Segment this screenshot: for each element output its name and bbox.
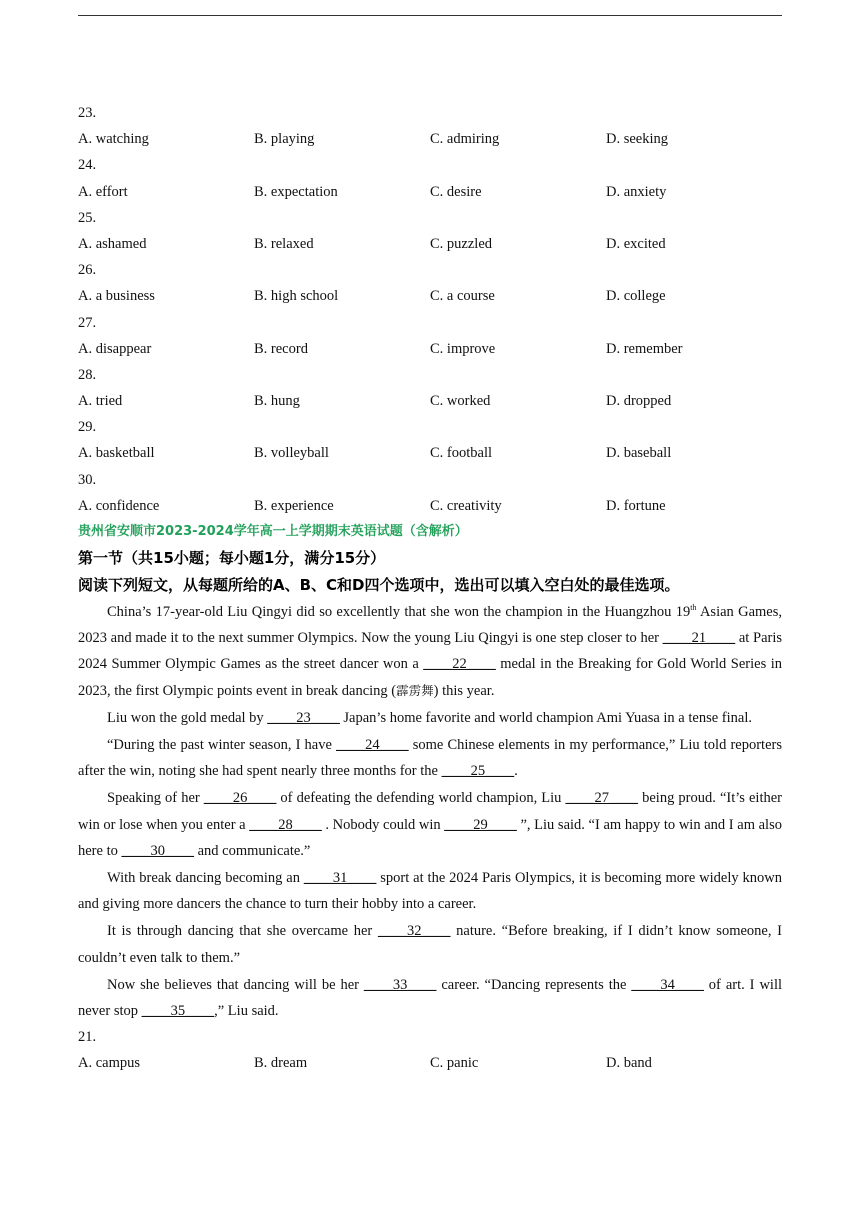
blank-34: ____34____ [631,976,704,993]
blank-35: ____35____ [141,1003,215,1020]
option-a: A. a business [78,288,155,305]
blank-26: ____26____ [203,790,277,807]
option-d: D. fortune [606,497,666,514]
passage-paragraph: With break dancing becoming an ____31____ sport at the 2024 Paris Olympics, it is becoming more widely known and giving more dancers the chance to turn their hobby into a career. [78,870,782,913]
option-b: B. expectation [254,183,338,200]
passage-paragraph: Speaking of her ____26____ of defeating the defending world champion, Liu ____27____ being proud. “It’s either win or lose when you enter a ____28____ . Nobody could win ____29____ ”, Liu said. “I am happy to win and I am also here to ____30____ and communicate.” [78,790,783,859]
option-d: D. seeking [606,131,669,148]
option-b: B. record [254,340,308,357]
blank-28: ____28____ [249,816,322,833]
question-number: 30. [78,471,97,488]
option-d: D. college [606,288,666,305]
option-c: C. worked [430,393,491,410]
blank-31: ____31____ [303,870,377,887]
exam-page [78,100,782,1077]
options-row [78,126,782,152]
options-row [78,1050,782,1076]
option-b: B. relaxed [254,235,314,252]
option-a: A. basketball [78,445,155,462]
options-row [78,231,782,257]
question-number: 25. [78,209,97,226]
option-c: C. creativity [430,497,502,514]
passage-paragraph: Liu won the gold medal by ____23____ Japan’s home favorite and world champion Ami Yuasa in a tense final. [107,709,752,726]
option-a: A. watching [78,131,149,148]
instruction: 阅读下列短文，从每题所给的A、B、C和D四个选项中，选出可以填入空白处的最佳选项。 [78,576,680,594]
option-d: D. baseball [606,445,672,462]
option-b: B. playing [254,131,315,148]
passage-paragraph: “During the past winter season, I have ____24____ some Chinese elements in my performance,” Liu told reporters after the win, noting she had spent nearly three months for the ____25____. [78,737,782,780]
passage-paragraph: It is through dancing that she overcame her ____32____ nature. “Before breaking, if I didn’t know someone, I couldn’t even talk to them.” [78,923,782,966]
blank-32: ____32____ [377,923,451,940]
option-d: D. remember [606,340,683,357]
source-title-link[interactable]: 贵州省安顺市2023-2024学年高一上学期期末英语试题（含解析） [78,524,468,539]
blank-25: ____25____ [441,763,515,780]
option-c: C. football [430,445,493,462]
option-c: C. admiring [430,131,500,148]
option-b: B. volleyball [254,445,329,462]
blank-24: ____24____ [336,737,409,754]
option-d: D. band [606,1055,652,1072]
blank-22: ____22____ [423,656,496,673]
options-row [78,336,782,362]
section-title: 第一节（共15小题；每小题1分，满分15分） [78,549,386,567]
option-c: C. a course [430,288,495,305]
option-b: B. experience [254,497,334,514]
option-a: A. disappear [78,340,152,357]
options-row [78,440,782,466]
question-number: 28. [78,366,97,383]
option-c: C. puzzled [430,235,493,252]
options-row [78,283,782,309]
passage-paragraph: China’s 17-year-old Liu Qingyi did so excellently that she won the champion in the Huangzhou 19th Asian Games, 2023 and made it to the next summer Olympics. Now the young Liu Qingyi is one step closer to her ____21____ at Paris 2024 Summer Olympic Games as the street dancer won a ____22____ medal in the Breaking for Gold World Series in 2023, the first Olympic points event in break dancing (霹雳舞) this year. [78,603,783,699]
option-a: A. confidence [78,497,160,514]
option-d: D. anxiety [606,183,667,200]
passage-paragraph: Now she believes that dancing will be her ____33____ career. “Dancing represents the ____34____ of art. I will never stop ____35____,” Liu said. [78,976,782,1020]
question-number: 27. [78,314,97,331]
question-number: 23. [78,105,97,121]
options-row [78,493,782,519]
options-row [78,179,782,205]
option-a: A. ashamed [78,235,147,252]
option-b: B. high school [254,288,339,305]
option-b: B. dream [254,1055,308,1072]
superscript: th [690,603,697,612]
option-a: A. effort [78,183,128,200]
question-number: 26. [78,262,97,279]
header-rule [78,15,782,16]
blank-23: ____23____ [267,709,340,726]
option-a: A. campus [78,1055,141,1072]
options-row [78,388,782,414]
option-d: D. dropped [606,393,672,410]
question-number: 21. [78,1029,97,1046]
blank-29: ____29____ [444,816,517,833]
blank-21: ____21____ [662,630,736,647]
question-number: 24. [78,157,97,174]
option-c: C. desire [430,183,482,200]
blank-33: ____33____ [363,976,437,993]
option-c: C. improve [430,340,496,357]
blank-30: ____30____ [121,842,194,859]
option-d: D. excited [606,235,666,252]
option-b: B. hung [254,393,300,410]
option-c: C. panic [430,1055,479,1072]
option-a: A. tried [78,393,123,410]
question-number: 29. [78,419,97,436]
blank-27: ____27____ [565,790,639,807]
